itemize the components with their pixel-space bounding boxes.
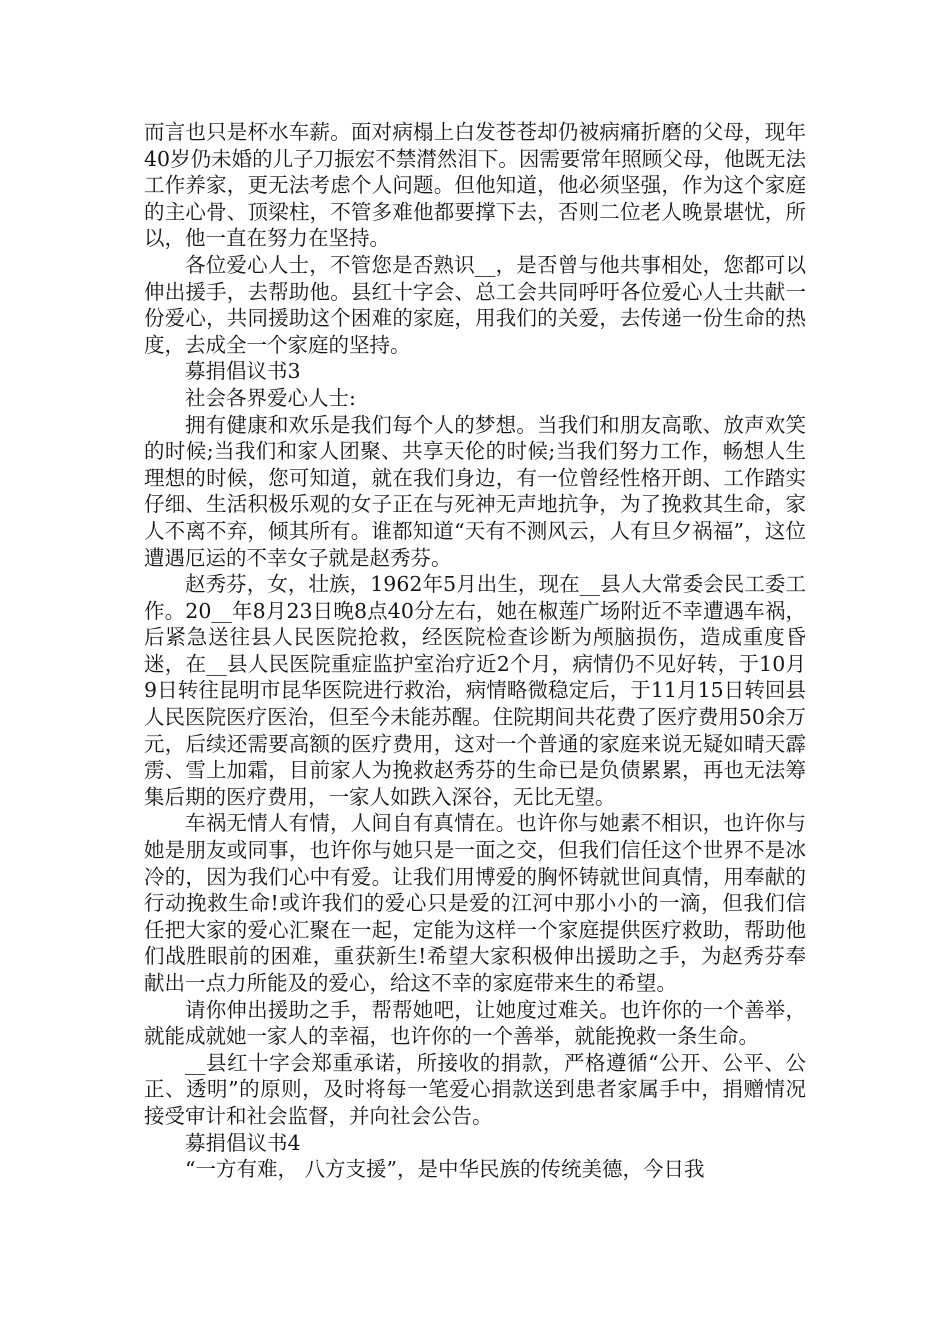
paragraph-intro: 拥有健康和欢乐是我们每个人的梦想。当我们和朋友高歌、放声欢笑的时候;当我们和家人团聚、共享天伦的时候;当我们努力工作，畅想人生理想的时候，您可知道，就在我们身边，有一位曾经性格开朗、工作踏实仔细、生活积极乐观的女子正在与死神无声地抗争，为了挽救其生命，家人不离不弃，倾其所有。谁都知道“天有不测风云，人有旦夕祸福”，这位遭遇厄运的不幸女子就是赵秀芬。 bbox=[144, 412, 806, 570]
section-heading-4: 募捐倡议书4 bbox=[185, 1130, 301, 1155]
document-body bbox=[144, 119, 806, 1183]
paragraph-request: 请你伸出援助之手，帮帮她吧，让她度过难关。也许你的一个善举，就能成就她一家人的幸福，也许你的一个善举，就能挽救一条生命。 bbox=[144, 997, 806, 1049]
paragraph-continuation: 而言也只是杯水车薪。面对病榻上白发苍苍却仍被病痛折磨的父母，现年40岁仍未婚的儿子刀振宏不禁潸然泪下。因需要常年照顾父母，他既无法工作养家，更无法考虑个人问题。但他知道，他必须坚强，作为这个家庭的主心骨、顶梁柱，不管多难他都要撑下去，否则二位老人晚景堪忧，所以，他一直在努力在坚持。 bbox=[144, 120, 806, 251]
paragraph-opening: “一方有难， 八方支援”，是中华民族的传统美德，今日我 bbox=[185, 1157, 705, 1182]
paragraph-case: 赵秀芬，女，壮族，1962年5月出生，现在__县人大常委会民工委工作。20__年8月23日晚8点40分左右，她在椒莲广场附近不幸遭遇车祸，后紧急送往县人民医院抢救，经医院检查诊断为颅脑损伤，造成重度昏迷，在__县人民医院重症监护室治疗近2个月，病情仍不见好转，于10月9日转往昆明市昆华医院进行救治，病情略微稳定后，于11月15日转回县人民医院医疗医治，但至今未能苏醒。住院期间共花费了医疗费用50余万元，后续还需要高额的医疗费用，这对一个普通的家庭来说无疑如晴天霹雳、雪上加霜，目前家人为挽救赵秀芬的生命已是负债累累，再也无法筹集后期的医疗费用，一家人如跌入深谷，无比无望。 bbox=[144, 572, 806, 809]
paragraph-promise: __县红十字会郑重承诺，所接收的捐款，严格遵循“公开、公平、公正、透明”的原则，及时将每一笔爱心捐款送到患者家属手中，捐赠情况接受审计和社会监督，并向社会公告。 bbox=[144, 1050, 806, 1128]
paragraph-appeal: 各位爱心人士，不管您是否熟识__，是否曾与他共事相处，您都可以伸出援手，去帮助他。县红十字会、总工会共同呼吁各位爱心人士共献一份爱心，共同援助这个困难的家庭，用我们的关爱，去传递一份生命的热度，去成全一个家庭的坚持。 bbox=[144, 252, 806, 357]
salutation: 社会各界爱心人士: bbox=[185, 385, 356, 410]
section-heading-3: 募捐倡议书3 bbox=[185, 359, 301, 384]
paragraph-call: 车祸无情人有情，人间自有真情在。也许你与她素不相识，也许你与她是朋友或同事，也许你与她只是一面之交，但我们信任这个世界不是冰冷的，因为我们心中有爱。让我们用博爱的胸怀铸就世间真情，用奉献的行动挽救生命!或许我们的爱心只是爱的江河中那小小的一滴，但我们信任把大家的爱心汇聚在一起，定能为这样一个家庭提供医疗救助，帮助他们战胜眼前的困难，重获新生!希望大家积极伸出援助之手，为赵秀芬奉献出一点力所能及的爱心，给这不幸的家庭带来生的希望。 bbox=[144, 811, 806, 995]
